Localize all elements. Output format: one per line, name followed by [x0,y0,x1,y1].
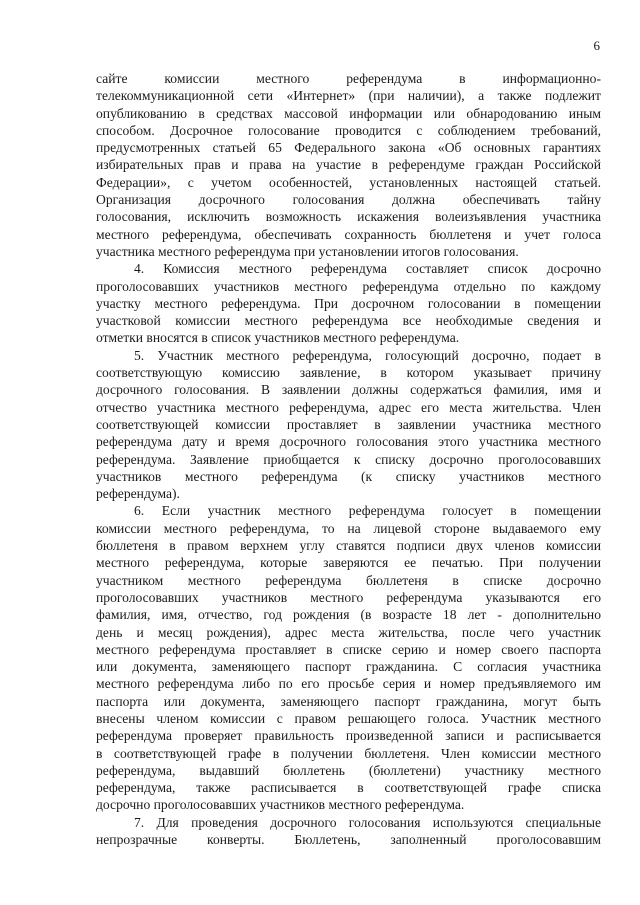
text-line: референдума). [96,486,180,502]
text-line: местного референдума, обеспечивать сохранность бюллетеня и учет голоса [96,226,601,242]
text-line: референдума, также расписывается в соответствующей графе списка [96,780,601,796]
paragraph-first-line: 5. Участник местного референдума, голосующий досрочно, подает в [134,347,601,363]
text-line: телекоммуникационной сети «Интернет» (при наличии), а также подлежит [96,88,601,104]
text-line: бюллетеня в правом верхнем углу ставятся подписи двух членов комиссии [96,538,601,554]
text-line: местного референдума, которые заверяются ее печатью. При получении [96,555,601,571]
text-line: досрочно проголосовавших участников местного референдума. [96,797,465,813]
paragraph-first-line: 6. Если участник местного референдума голосует в помещении [134,503,601,519]
text-line: соответствующую комиссию заявление, в котором указывает причину [96,365,601,381]
text-line: опубликованию в средствах массовой информации или обнародованию иным [96,105,601,121]
page-number: 6 [593,38,600,53]
text-line: фамилия, имя, отчество, год рождения (в возрасте 18 лет - дополнительно [96,607,601,623]
text-line: или документа, заменяющего паспорт гражданина. С согласия участника [96,659,601,675]
text-line: отчество участника местного референдума, адрес его места жительства. Член [96,399,601,415]
text-line: голосования, исключить возможность искажения волеизъявления участника [96,209,601,225]
text-line: комиссии местного референдума, то на лицевой стороне выдаваемого ему [96,520,601,536]
body-text [96,70,601,848]
text-line: день и месяц рождения), адрес места жительства, после чего участник [96,624,601,640]
text-line: сайте комиссии местного референдума в информационно- [96,71,601,86]
text-line: способом. Досрочное голосование проводится с соблюдением требований, [96,122,601,138]
text-line: референдума проверяет правильность произведенной записи и расписывается [96,728,601,744]
text-line: местного референдума проставляет в списке серию и номер своего паспорта [96,641,601,657]
text-line: предусмотренных статьей 65 Федерального закона «Об основных гарантиях [96,140,601,156]
text-line: местного референдума либо по его просьбе серия и номер предъявляемого им [96,676,601,692]
paragraph-first-line: 7. Для проведения досрочного голосования используются специальные [134,814,601,830]
text-line: участником местного референдума бюллетеня в списке досрочно [96,572,601,588]
text-line: досрочного голосования. В заявлении должны содержаться фамилия, имя и [96,382,601,398]
text-line: в соответствующей графе в получении бюллетеня. Член комиссии местного [96,745,601,761]
text-line: непрозрачные конверты. Бюллетень, заполненный проголосовавшим [96,832,601,848]
text-line: проголосовавших участников местного референдума указываются его [96,589,601,605]
text-line: проголосовавших участников местного референдума отдельно по каждому [96,278,601,294]
paragraph-first-line: 4. Комиссия местного референдума составляет список досрочно [134,261,601,277]
text-line: референдума, выдавший бюллетень (бюллетени) участнику местного [96,762,601,778]
text-line: избирательных прав и права на участие в референдуме граждан Российской [96,157,601,173]
text-line: отметки вносятся в список участников местного референдума. [96,330,460,346]
text-line: участников местного референдума (к списку участников местного [96,468,601,484]
text-line: участку местного референдума. При досрочном голосовании в помещении [96,295,601,311]
text-line: участника местного референдума при установлении итогов голосования. [96,243,519,259]
text-line: референдума. Заявление приобщается к списку досрочно проголосовавших [96,451,601,467]
text-line: паспорта или документа, заменяющего паспорт гражданина, могут быть [96,693,601,709]
text-line: участковой комиссии местного референдума все необходимые сведения и [96,313,601,329]
text-line: внесены членом комиссии с правом решающего голоса. Участник местного [96,710,601,726]
text-line: референдума дату и время досрочного голосования этого участника местного [96,434,601,450]
text-line: Организация досрочного голосования должна обеспечивать тайну [96,192,601,208]
text-line: соответствующей комиссии проставляет в заявлении участника местного [96,416,601,432]
text-line: Федерации», с учетом особенностей, установленных настоящей статьей. [96,174,601,190]
